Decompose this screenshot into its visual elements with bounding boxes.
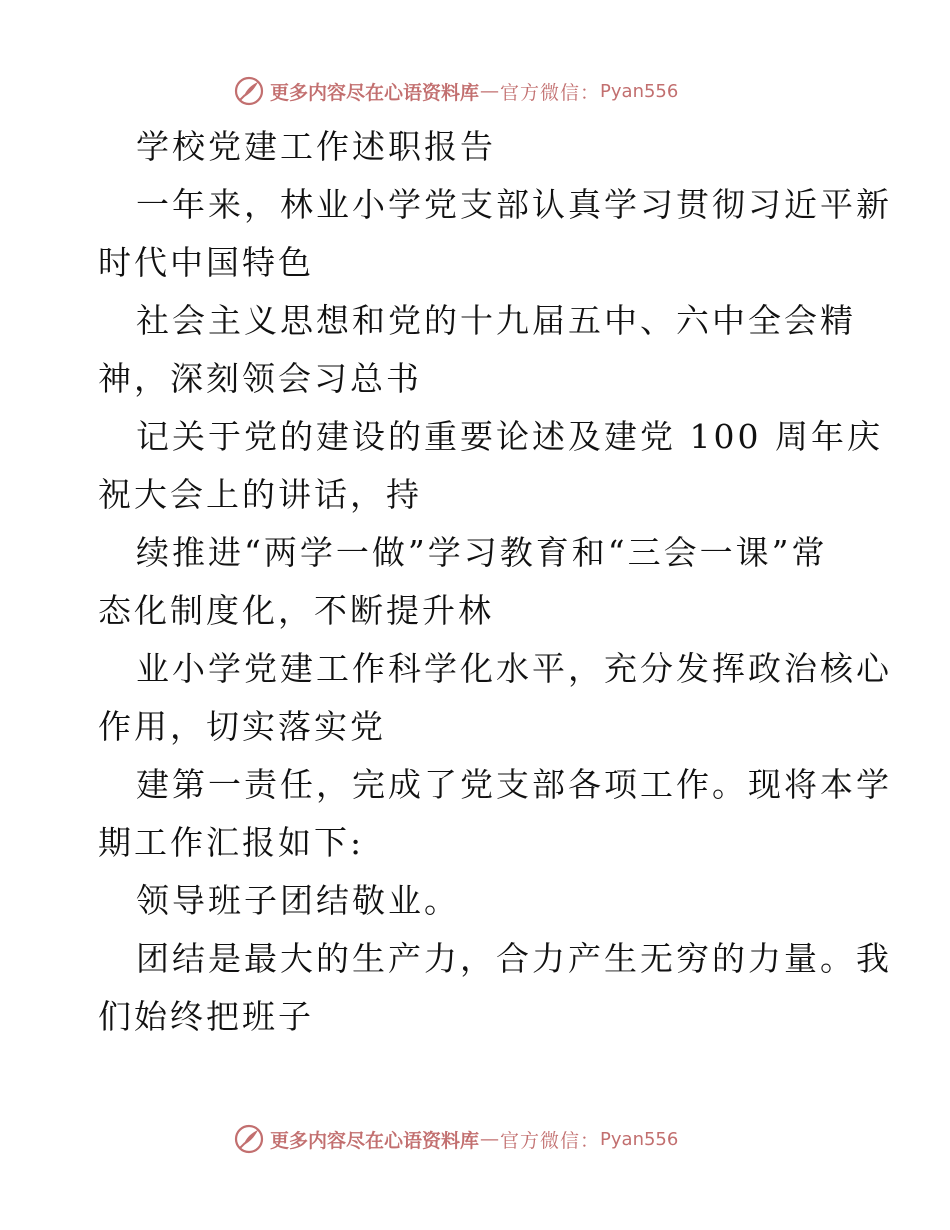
document-title: 学校党建工作述职报告 [136, 127, 496, 166]
text-line: 们始终把班子 [98, 997, 314, 1036]
wechat-id: Pyan556 [600, 1128, 679, 1150]
text-line: 祝大会上的讲话，持 [98, 475, 422, 514]
site-slogan: 更多内容尽在心语资料库 [270, 1129, 480, 1152]
banner-separator: — [480, 1128, 500, 1150]
document-body [98, 118, 892, 1046]
quill-logo-icon [234, 1124, 264, 1154]
text-line: 作用，切实落实党 [98, 707, 386, 746]
text-line: 神，深刻领会习总书 [98, 359, 422, 398]
text-line: 团结是最大的生产力，合力产生无穷的力量。我 [136, 939, 892, 978]
footer-watermark-banner [234, 1122, 714, 1156]
text-line: 续推进“两学一做”学习教育和“三会一课”常 [136, 533, 828, 572]
header-watermark-banner [234, 74, 714, 108]
text-line: 一年来，林业小学党支部认真学习贯彻习近平新 [136, 185, 892, 224]
text-line: 建第一责任，完成了党支部各项工作。现将本学 [136, 765, 892, 804]
section-heading: 领导班子团结敬业。 [136, 881, 460, 920]
text-line: 记关于党的建设的重要论述及建党 100 周年庆 [136, 417, 883, 456]
banner-separator: — [480, 80, 500, 102]
wechat-label: 官方微信： [500, 1129, 601, 1152]
wechat-label: 官方微信： [500, 81, 601, 104]
text-line: 态化制度化，不断提升林 [98, 591, 494, 630]
quill-logo-icon [234, 76, 264, 106]
site-slogan: 更多内容尽在心语资料库 [270, 81, 480, 104]
wechat-id: Pyan556 [600, 80, 679, 102]
text-line: 时代中国特色 [98, 243, 314, 282]
text-line: 社会主义思想和党的十九届五中、六中全会精 [136, 301, 856, 340]
text-line: 期工作汇报如下: [98, 823, 365, 862]
text-line: 业小学党建工作科学化水平，充分发挥政治核心 [136, 649, 892, 688]
